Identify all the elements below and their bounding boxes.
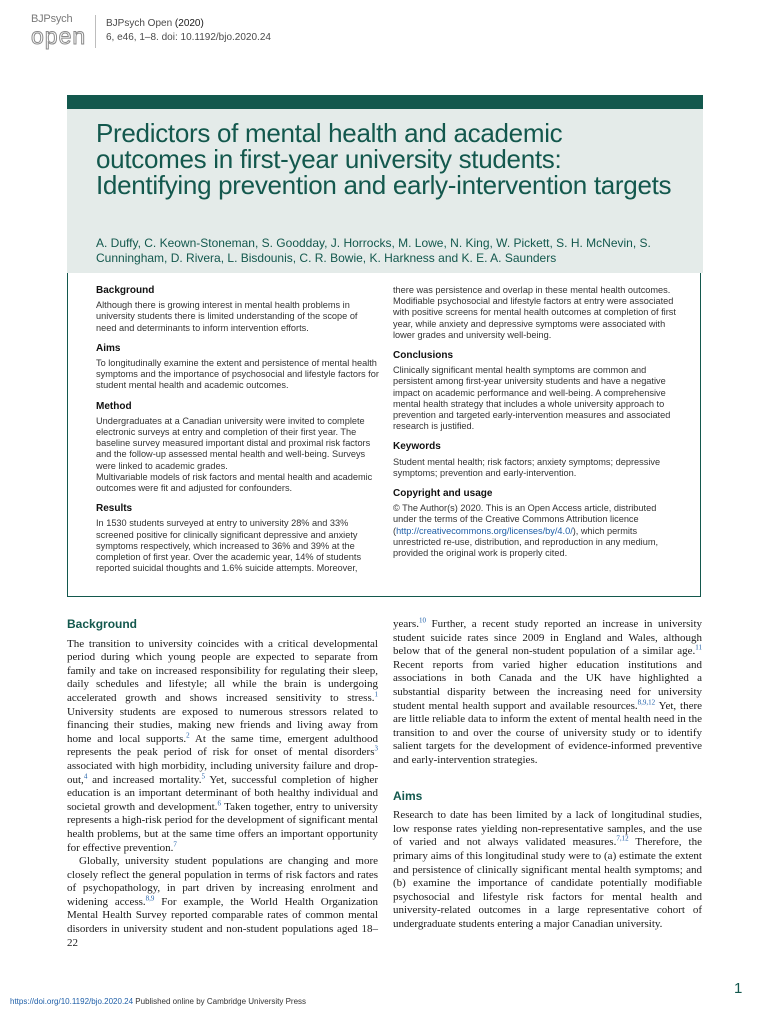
body-right-column bbox=[393, 618, 702, 931]
body-paragraph: years.$^{10}$ Further, a recent study reported an increase in university student suicide rates since 2009 in England and Wales, although below that of the general non-student population of a similar age.$^{11}$ Recent reports from varied higher education institutions and associations in both Canada and the UK have highlighted a substantial disparity between the increasing need for university student mental health support and available resources.$^{8,9,12}$ Yet, there are little reliable data to inform the extent of mental health need in the transition to and over the course of university study or to identify salient targets for the development of evidence-informed preventive and early-intervention strategies. bbox=[393, 616, 702, 766]
page-footer bbox=[10, 997, 306, 1006]
reference-link[interactable]: 5 bbox=[201, 771, 205, 780]
reference-link[interactable]: 11 bbox=[695, 643, 702, 652]
abstract-method-heading: Method bbox=[96, 400, 132, 412]
reference-link[interactable]: 3 bbox=[374, 744, 378, 753]
reference-link[interactable]: 8,9,12 bbox=[637, 697, 656, 706]
logo-bottom-text: open bbox=[31, 23, 87, 49]
title-accent-bar bbox=[67, 95, 703, 109]
abstract-keywords-text: Student mental health; risk factors; anxiety symptoms; depressive symptoms; prevention and early-intervention. bbox=[393, 456, 661, 478]
abstract-aims-heading: Aims bbox=[96, 342, 121, 354]
abstract-background-heading: Background bbox=[96, 285, 155, 296]
journal-logo bbox=[31, 14, 89, 48]
author-list: A. Duffy, C. Keown-Stoneman, S. Goodday, J. Horrocks, M. Lowe, N. King, W. Pickett, S. H. McNevin, S. Cunningham, D. Rivera, L. Bisdounis, C. R. Bowie, K. Harkness and K. E. A. Saunders bbox=[96, 236, 651, 265]
reference-link[interactable]: 1 bbox=[374, 690, 378, 699]
abstract-results-heading: Results bbox=[96, 503, 133, 515]
copyright-text-1: © The Author(s) 2020. This is an Open Access article, distributed under the terms of the Creative Commons Attribution licence ( bbox=[393, 503, 657, 536]
journal-name: BJPsych Open bbox=[106, 18, 175, 29]
body-left-column bbox=[67, 618, 378, 950]
article-title: Predictors of mental health and academic outcomes in first-year university students: Identifying prevention and early-intervention targets bbox=[96, 118, 672, 200]
abstract-method-text: Undergraduates at a Canadian university were invited to complete electronic surveys at entry and completion of their first year. The baseline survey measured important distal and proximal risk factors and the follow-up assessed mental health and well-being. Surveys were linked to academic grades. bbox=[96, 415, 371, 471]
page-number: 1 bbox=[734, 980, 743, 997]
body-paragraph: Globally, university student populations are changing and more closely reflect the general population in terms of risk factors and rates of psychopathology, in part driven by increasing enrolment and widening access.$^{8,9}$ For example, the World Health Organization Mental Health Survey reported comparable rates of common mental disorders in university student and non-student populations aged 18–22 bbox=[67, 855, 379, 949]
abstract-conclusions-text: Clinically significant mental health symptoms are common and persistent among first-year university students and have a negative impact on academic performance and well-being. A comprehensive mental health strategy that includes a whole university approach to prevention and targeted early-intervention measures and associated research is justified. bbox=[393, 365, 671, 432]
journal-citation bbox=[106, 17, 271, 45]
abstract-aims-text: To longitudinally examine the extent and persistence of mental health symptoms and the importance of psychosocial and lifestyle factors for student mental health and academic outcomes. bbox=[96, 358, 379, 391]
body-paragraph: Research to date has been limited by a lack of longitudinal studies, low response rates yielding non-representative samples, and the use of varied and not always validated measures.$^{7,12}$ Therefore, the primary aims of this longitudinal study were to (a) estimate the extent and persistence of clinically significant mental health symptoms; and (b) examine the importance of candidate potentially modifiable psychosocial and lifestyle risk factors for mental health and university-related outcomes in a large representative cohort of undergraduate students entering a major Canadian university. bbox=[393, 809, 702, 930]
reference-link[interactable]: 2 bbox=[186, 731, 190, 740]
abstract-right-column bbox=[393, 285, 677, 559]
header-divider bbox=[95, 15, 96, 48]
abstract-copyright-heading: Copyright and usage bbox=[393, 488, 493, 500]
abstract-copyright-text bbox=[393, 503, 677, 559]
abstract-background-text: Although there is growing interest in mental health problems in university students there is limited understanding of the scope of need and determinants to inform intervention efforts. bbox=[96, 300, 358, 333]
reference-link[interactable]: 10 bbox=[418, 616, 426, 625]
abstract-method-text-2: Multivariable models of risk factors and mental health and academic outcomes were fit and adjusted for confounders. bbox=[96, 471, 373, 494]
logo-top-text: BJPsych bbox=[31, 13, 73, 25]
abstract-keywords-heading: Keywords bbox=[393, 441, 441, 453]
abstract-conclusions-heading: Conclusions bbox=[393, 350, 454, 362]
reference-link[interactable]: 4 bbox=[83, 771, 88, 780]
reference-link[interactable]: 8,9 bbox=[145, 894, 155, 903]
licence-link[interactable]: http://creativecommons.org/licenses/by/4.0/ bbox=[396, 525, 573, 536]
journal-year: (2020) bbox=[174, 18, 204, 29]
doi-link[interactable]: https://doi.org/10.1192/bjo.2020.24 bbox=[10, 997, 134, 1006]
copyright-text-2: ), which permits unrestricted re-use, distribution, and reproduction in any medium, provided the original work is properly cited. bbox=[393, 525, 659, 559]
reference-link[interactable]: 6 bbox=[217, 799, 221, 808]
body-background-heading: Background bbox=[67, 617, 138, 631]
reference-link[interactable]: 7,12 bbox=[616, 834, 629, 843]
published-note: Published online by Cambridge University Press bbox=[133, 997, 307, 1006]
body-aims-heading: Aims bbox=[393, 788, 423, 803]
abstract-left-column bbox=[96, 285, 380, 574]
reference-link[interactable]: 7 bbox=[173, 839, 177, 848]
abstract-results-text: In 1530 students surveyed at entry to university 28% and 33% screened positive for clinically significant depressive and anxiety symptoms respectively, which increased to 36% and 39% at the completion of first year. Over the academic year, 14% of students reported suicidal thoughts and 1.6% suicide attempts. Moreover, bbox=[96, 518, 362, 574]
citation-line: 6, e46, 1–8. doi: 10.1192/bjo.2020.24 bbox=[106, 32, 271, 43]
abstract-results-continued: there was persistence and overlap in these mental health outcomes. Modifiable psychosocial and lifestyle factors at entry were associated with positive screens for mental health outcomes at completion of first year, while anxiety and depressive symptoms were associated with lower grades and university well-being. bbox=[393, 285, 676, 340]
body-paragraph: The transition to university coincides with a critical developmental period during which young people are expected to separate from family and take on increased responsibility for regulating their sleep, daily schedules and lifestyle; all while the brain is undergoing accelerated growth and shows increased sensitivity to stress.$^1$ University students are exposed to numerous stressors related to financing their studies, making new friends and living away from home and local supports.$^2$ At the same time, emergent adulthood represents the peak period of risk for onset of mental disorders$^3$ associated with high morbidity, including university failure and drop-out,$^4$ and increased mortality.$^5$ Yet, successful completion of higher education is an important determinant of both healthy individual and societal growth and development.$^6$ Taken together, entry to university represents a high-risk period for the development of significant mental health problems, but at the same time offers an important opportunity for effective prevention.$^7$ bbox=[67, 637, 378, 854]
